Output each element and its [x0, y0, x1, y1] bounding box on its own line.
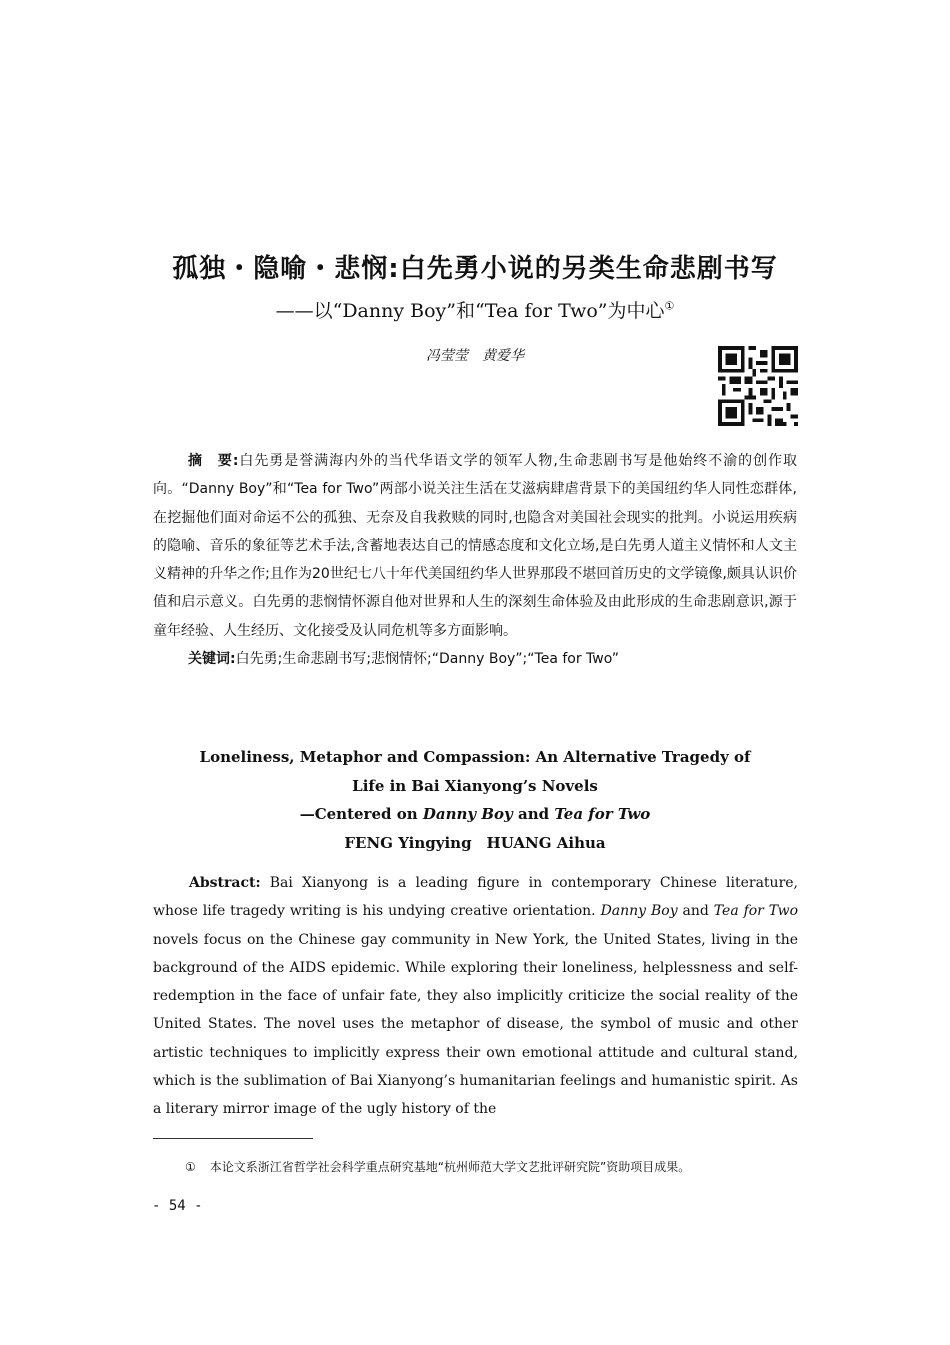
english-abstract-part-1: Bai Xianyong is a leading figure in contemporary Chinese literature, whose life tragedy writing is his undying creative orientation.: [153, 875, 798, 920]
english-title-line-1: Loneliness, Metaphor and Compassion: An Alternative Tragedy of: [199, 748, 751, 766]
abstract-text: 白先勇是誉满海内外的当代华语文学的领军人物,生命悲剧书写是他始终不渝的创作取向。“Danny Boy”和“Tea for Two”两部小说关注生活在艾滋病肆虐背景下的美国纽约华人同性恋群体,在挖掘他们面对命运不公的孤独、无奈及自我救赎的同时,也隐含对美国社会现实的批判。小说运用疾病的隐喻、音乐的象征等艺术手法,含蓄地表达自己的情感态度和文化立场,是白先勇人道主义情怀和人文主义精神的升华之作;且作为20世纪七八十年代美国纽约华人世界那段不堪回首历史的文学镜像,颇具认识价值和启示意义。白先勇的悲悯情怀源自他对世界和人生的深刻生命体验及由此形成的生命悲剧意识,源于童年经验、人生经历、文化接受及认同危机等多方面影响。: [153, 453, 797, 639]
english-abstract-work-1: Danny Boy: [600, 903, 678, 920]
english-subtitle: [0, 800, 950, 829]
authors-chinese: 冯莹莹 黄爱华: [426, 348, 524, 364]
english-abstract-label: Abstract:: [189, 875, 261, 891]
paper-title: 孤独・隐喻・悲悯:白先勇小说的另类生命悲剧书写: [172, 254, 778, 284]
footnote-divider: [153, 1138, 313, 1139]
footnote: [185, 1158, 805, 1175]
english-subtitle-work-2: Tea for Two: [554, 805, 651, 824]
english-abstract: [153, 869, 798, 1124]
english-subtitle-prefix: —Centered on: [299, 805, 418, 824]
chinese-abstract-section: [153, 447, 797, 673]
keywords-label: 关键词:: [188, 651, 236, 668]
page-number: - 54 -: [152, 1198, 203, 1214]
english-abstract-part-2: novels focus on the Chinese gay community in New York, the United States, living in the background of the AIDS epidemic. While exploring their loneliness, helplessness and self-redemption in the face of unfair fate, they also implicitly criticize the social reality of the United States. The novel uses the metaphor of disease, the symbol of music and other artistic techniques to implicitly express their own emotional attitude and cultural stand, which is the sublimation of Bai Xianyong’s humanitarian feelings and humanistic spirit. As a literary mirror image of the ugly history of the: [153, 931, 798, 1118]
english-subtitle-and: and: [517, 805, 550, 824]
english-abstract-work-2: Tea for Two: [713, 903, 799, 920]
footnote-mark: ①: [185, 1160, 196, 1174]
footnote-reference[interactable]: ①: [664, 299, 675, 313]
english-authors: FENG Yingying HUANG Aihua: [344, 834, 606, 853]
qr-code-icon[interactable]: [718, 346, 798, 426]
keywords-text: 白先勇;生命悲剧书写;悲悯情怀;“Danny Boy”;“Tea for Two”: [235, 651, 620, 668]
abstract-chinese: [153, 447, 797, 645]
abstract-label: 摘 要:: [188, 453, 239, 469]
english-title-block: [0, 743, 950, 858]
paper-subtitle: [0, 296, 950, 323]
keywords-chinese: [153, 645, 797, 673]
footnote-text: 本论文系浙江省哲学社会科学重点研究基地“杭州师范大学文艺批评研究院”资助项目成果。: [209, 1160, 691, 1174]
english-subtitle-work-1: Danny Boy: [422, 805, 513, 824]
subtitle-text: ——以“Danny Boy”和“Tea for Two”为中心: [275, 300, 665, 322]
english-abstract-and: and: [682, 903, 709, 920]
english-title-line-2: Life in Bai Xianyong’s Novels: [352, 776, 598, 795]
